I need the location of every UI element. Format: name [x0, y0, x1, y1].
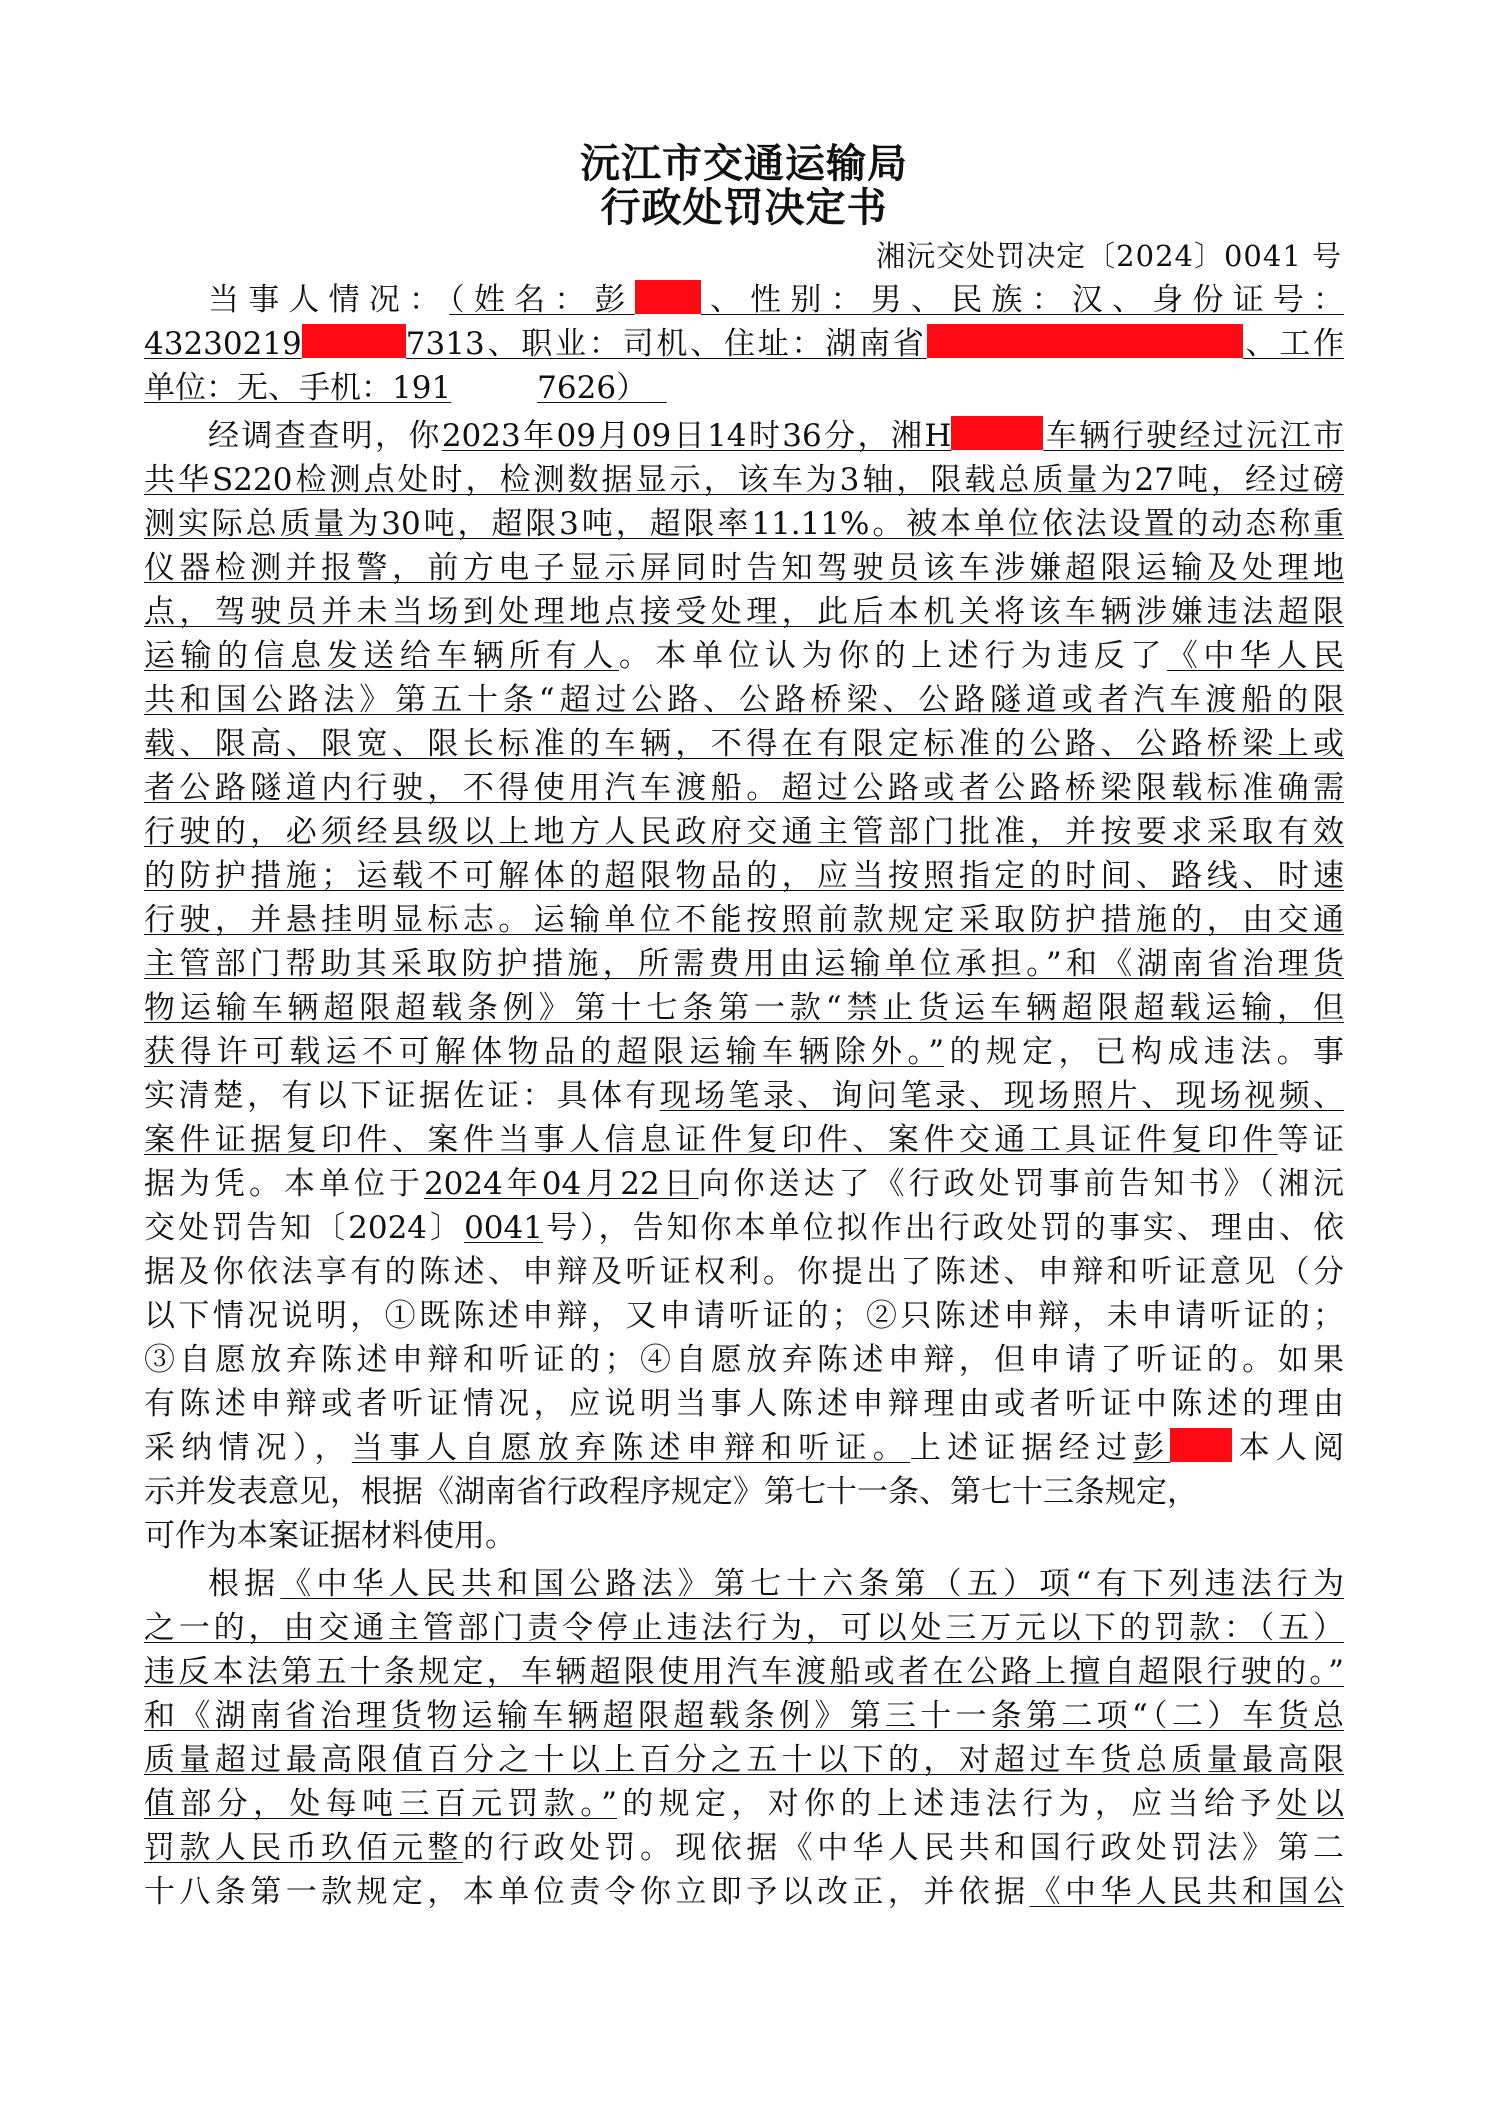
body-line: 测实际总质量为30吨，超限3吨，超限率11.11%。被本单位依法设置的动态称重 [144, 506, 1344, 542]
body-line: 违反本法第五十条规定，车辆超限使用汽车渡船或者在公路上擅自超限行驶的。” [144, 1654, 1344, 1690]
body-line: 十八条第一款规定，本单位责令你立即予以改正，并依据《中华人民共和国公 [144, 1874, 1345, 1910]
body-line: 和《湖南省治理货物运输车辆超限超载条例》第三十一条第二项“（二）车货总 [144, 1698, 1344, 1734]
body-line: 实清楚，有以下证据佐证：具体有现场笔录、询问笔录、现场照片、现场视频、 [144, 1078, 1344, 1114]
body-line: 主管部门帮助其采取防护措施，所需费用由运输单位承担。”和《湖南省治理货 [144, 946, 1344, 982]
redaction-block [302, 324, 406, 358]
body-line: 行驶的，必须经县级以上地方人民政府交通主管部门批准，并按要求采取有效 [144, 814, 1344, 850]
body-line: 者公路隧道内行驶，不得使用汽车渡船。超过公路或者公路桥梁限载标准确需 [144, 770, 1344, 806]
body-line: 根据《中华人民共和国公路法》第七十六条第（五）项“有下列违法行为 [208, 1566, 1344, 1602]
body-line: 运输的信息发送给车辆所有人。本单位认为你的上述行为违反了《中华人民 [144, 638, 1344, 674]
redaction-block [951, 416, 1043, 450]
body-line: 行驶，并悬挂明显标志。运输单位不能按照前款规定采取防护措施的，由交通 [144, 902, 1344, 938]
body-line: 交处罚告知〔2024〕0041号），告知你本单位拟作出行政处罚的事实、理由、依 [144, 1210, 1344, 1246]
body-line: 点，驾驶员并未当场到处理地点接受处理，此后本机关将该车辆涉嫌违法超限 [144, 594, 1344, 630]
body-line: 共华S220检测点处时，检测数据显示，该车为3轴，限载总质量为27吨，经过磅 [144, 462, 1344, 498]
body-line: 据及你依法享有的陈述、申辩及听证权利。你提出了陈述、申辩和听证意见（分 [144, 1254, 1344, 1290]
body-line: 43230219 7313、职业：司机、住址：湖南省 、工作 [144, 326, 1344, 362]
body-line: 共和国公路法》第五十条“超过公路、公路桥梁、公路隧道或者汽车渡船的限 [144, 682, 1344, 718]
body-line: 经调查查明，你2023年09月09日14时36分，湘H 车辆行驶经过沅江市 [208, 418, 1345, 454]
body-line: 质量超过最高限值百分之十以上百分之五十以下的，对超过车货总质量最高限 [144, 1742, 1344, 1778]
doc-number: 湘沅交处罚决定〔2024〕0041 号 [876, 239, 1342, 273]
body-line: 以下情况说明，①既陈述申辩，又申请听证的；②只陈述申辩，未申请听证的； [144, 1298, 1344, 1334]
body-line: 单位：无、手机：191 7626） [144, 370, 648, 406]
redaction-block [927, 324, 1243, 358]
body-line: 仪器检测并报警，前方电子显示屏同时告知驾驶员该车涉嫌超限运输及处理地 [144, 550, 1344, 586]
body-line: 罚款人民币玖佰元整的行政处罚。现依据《中华人民共和国行政处罚法》第二 [144, 1830, 1345, 1866]
body-line: 当事人情况：（姓名：彭 、性别：男、民族：汉、身份证号： [208, 282, 1345, 318]
body-line: 示并发表意见，根据《湖南省行政程序规定》第七十一条、第七十三条规定， [144, 1474, 1198, 1510]
body-line: 案件证据复印件、案件当事人信息证件复印件、案件交通工具证件复印件等证 [144, 1122, 1345, 1158]
body-line: ③自愿放弃陈述申辩和听证的；④自愿放弃陈述申辩，但申请了听证的。如果 [144, 1342, 1344, 1378]
body-line: 据为凭。本单位于2024年04月22日向你送达了《行政处罚事前告知书》（湘沅 [144, 1166, 1345, 1202]
redaction-block [1170, 1428, 1232, 1462]
body-line: 有陈述申辩或者听证情况，应说明当事人陈述申辩理由或者听证中陈述的理由 [144, 1386, 1344, 1422]
redaction-block [635, 280, 701, 314]
body-line: 物运输车辆超限超载条例》第十七条第一款“禁止货运车辆超限超载运输，但 [144, 990, 1344, 1026]
body-line: 之一的，由交通主管部门责令停止违法行为，可以处三万元以下的罚款：（五） [144, 1610, 1344, 1646]
body-line: 获得许可载运不可解体物品的超限运输车辆除外。”的规定，已构成违法。事 [144, 1034, 1344, 1070]
org-title: 沅江市交通运输局 [580, 141, 908, 187]
doc-title: 行政处罚决定书 [600, 185, 888, 231]
body-line: 值部分，处每吨三百元罚款。”的规定，对你的上述违法行为，应当给予处以 [144, 1786, 1344, 1822]
body-line: 的防护措施；运载不可解体的超限物品的，应当按照指定的时间、路线、时速 [144, 858, 1344, 894]
body-line: 可作为本案证据材料使用。 [144, 1518, 516, 1554]
body-line: 采纳情况），当事人自愿放弃陈述申辩和听证。上述证据经过彭 本人阅 [144, 1430, 1345, 1466]
body-line: 载、限高、限宽、限长标准的车辆，不得在有限定标准的公路、公路桥梁上或 [144, 726, 1344, 762]
